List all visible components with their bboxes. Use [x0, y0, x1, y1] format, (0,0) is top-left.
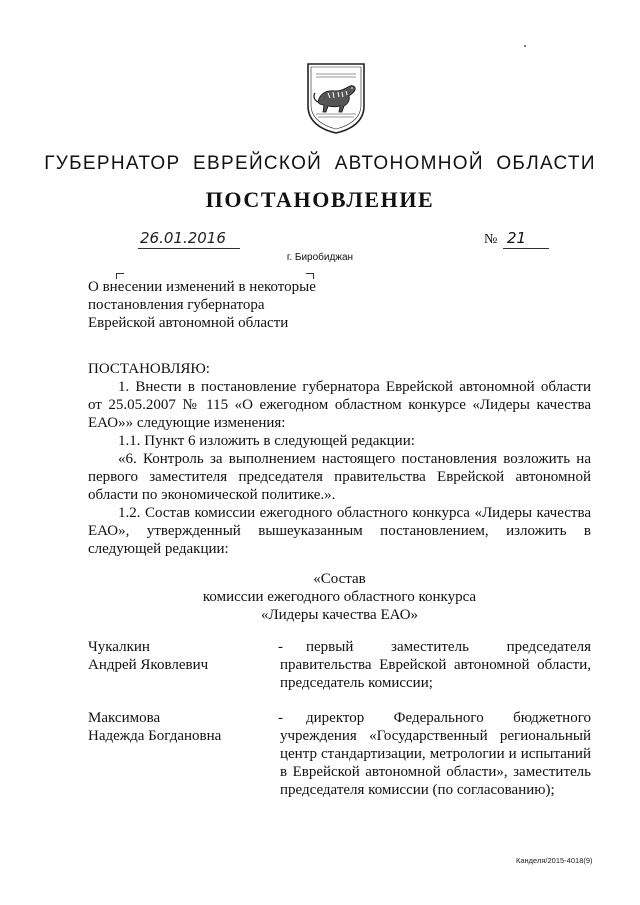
document-number: 21 [503, 228, 549, 249]
composition-title-line-2: комиссии ежегодного областного конкурса [202, 589, 477, 605]
document-type: ПОСТАНОВЛЕНИЕ [205, 187, 435, 212]
city: г. Биробиджан [286, 252, 354, 263]
member-surname: Чукалкин [88, 639, 150, 655]
subject-line: постановления губернатора [88, 297, 265, 313]
coat-of-arms-icon [306, 62, 366, 134]
member-given-name: Надежда Богдановна [88, 728, 222, 744]
footer-code: Канделя/2015-4018(9) [516, 856, 593, 865]
resolve-heading: ПОСТАНОВЛЯЮ: [88, 361, 210, 377]
member-row [88, 709, 591, 809]
paragraph-point-6: «6. Контроль за выполнением настоящего постановления возложить на первого заместителя председателя правительства Еврейской автономной области по экономической политике.». [88, 451, 591, 503]
member-dash: - [278, 639, 283, 655]
composition-title-line-3: «Лидеры качества ЕАО» [260, 607, 419, 623]
document-date: 26.01.2016 [138, 228, 240, 249]
subject-line: О внесении изменений в некоторые [88, 279, 316, 295]
paragraph-1-1: 1.1. Пункт 6 изложить в следующей редакции: [118, 433, 415, 449]
composition-title [88, 570, 591, 624]
issuer-title: ГУБЕРНАТОР ЕВРЕЙСКОЙ АВТОНОМНОЙ ОБЛАСТИ [44, 153, 596, 174]
resolution-body [88, 360, 591, 558]
member-row [88, 638, 591, 698]
member-given-name: Андрей Яковлевич [88, 657, 209, 673]
member-dash: - [278, 710, 283, 726]
number-label: № [484, 232, 498, 247]
member-name [88, 709, 268, 745]
subject-line: Еврейской автономной области [88, 315, 289, 331]
composition-title-line-1: «Состав [313, 571, 366, 587]
member-role: первый заместитель председателя правительства Еврейской автономной области, председатель комиссии; [280, 639, 591, 691]
paragraph-1: 1. Внести в постановление губернатора Еврейской автономной области от 25.05.2007 № 115 «О ежегодном областном конкурсе «Лидеры качества ЕАО»» следующие изменения: [88, 379, 591, 431]
subject-block [88, 278, 316, 332]
scan-dot [524, 45, 526, 47]
paragraph-1-2: 1.2. Состав комиссии ежегодного областного конкурса «Лидеры качества ЕАО», утвержденный вышеуказанным постановлением, изложить в следующей редакции: [88, 505, 591, 557]
member-role: директор Федерального бюджетного учреждения «Государственный региональный центр стандартизации, метрологии и испытаний в Еврейской автономной области», заместитель председателя комиссии (по согласованию); [280, 710, 591, 798]
member-name [88, 638, 268, 674]
member-surname: Максимова [88, 710, 161, 726]
